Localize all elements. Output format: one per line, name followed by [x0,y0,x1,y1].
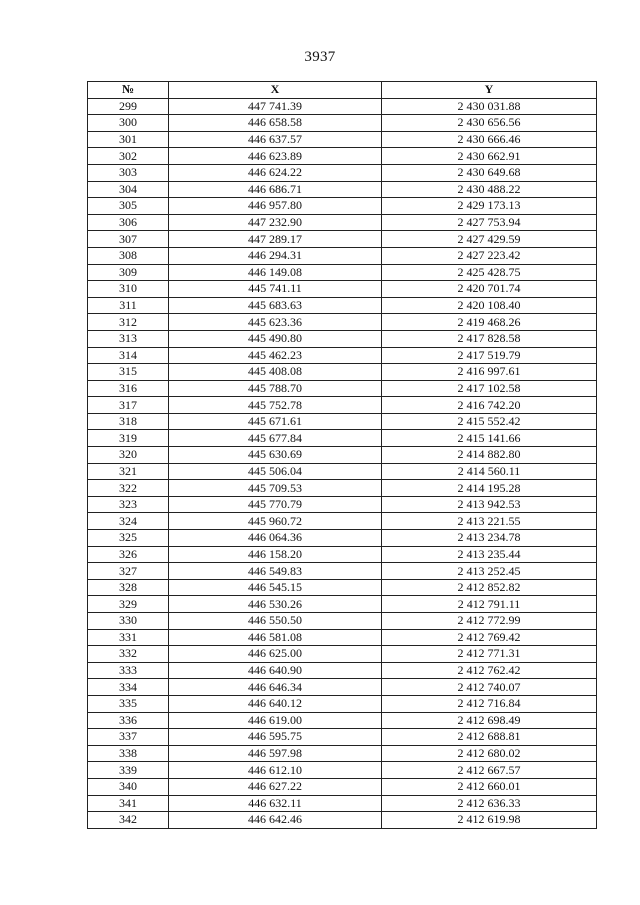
table-row [88,513,597,530]
cell-y: 2 412 740.07 [382,679,597,696]
cell-y: 2 414 560.11 [382,463,597,480]
cell-number: 324 [88,513,169,530]
table-row [88,613,597,630]
table-row [88,729,597,746]
table-row [88,364,597,381]
cell-x: 446 581.08 [169,629,382,646]
cell-y: 2 414 882.80 [382,447,597,464]
cell-number: 307 [88,231,169,248]
table-row [88,646,597,663]
table-row [88,281,597,298]
cell-y: 2 417 519.79 [382,347,597,364]
cell-number: 312 [88,314,169,331]
cell-y: 2 427 429.59 [382,231,597,248]
cell-x: 445 671.61 [169,413,382,430]
cell-x: 445 462.23 [169,347,382,364]
table-row [88,264,597,281]
cell-x: 446 637.57 [169,131,382,148]
cell-number: 333 [88,662,169,679]
table-row [88,579,597,596]
cell-x: 445 788.70 [169,380,382,397]
cell-x: 446 640.12 [169,695,382,712]
cell-x: 446 627.22 [169,778,382,795]
cell-y: 2 415 141.66 [382,430,597,447]
table-row [88,347,597,364]
cell-number: 337 [88,729,169,746]
cell-number: 305 [88,198,169,215]
table-row [88,629,597,646]
table-row [88,762,597,779]
table-row [88,214,597,231]
cell-x: 446 640.90 [169,662,382,679]
cell-x: 447 741.39 [169,98,382,115]
table-row [88,148,597,165]
table-row [88,330,597,347]
cell-x: 446 658.58 [169,115,382,132]
cell-number: 322 [88,480,169,497]
cell-x: 446 545.15 [169,579,382,596]
cell-number: 314 [88,347,169,364]
cell-x: 446 064.36 [169,530,382,547]
cell-number: 327 [88,563,169,580]
cell-y: 2 415 552.42 [382,413,597,430]
table-row [88,164,597,181]
cell-y: 2 427 753.94 [382,214,597,231]
cell-y: 2 420 108.40 [382,297,597,314]
cell-x: 447 289.17 [169,231,382,248]
cell-number: 332 [88,646,169,663]
table-row [88,297,597,314]
cell-x: 445 709.53 [169,480,382,497]
table-row [88,98,597,115]
cell-x: 445 741.11 [169,281,382,298]
table-row [88,530,597,547]
cell-x: 446 158.20 [169,546,382,563]
cell-x: 446 646.34 [169,679,382,696]
table-row [88,198,597,215]
cell-y: 2 416 997.61 [382,364,597,381]
cell-number: 329 [88,596,169,613]
cell-y: 2 412 680.02 [382,745,597,762]
cell-number: 335 [88,695,169,712]
cell-x: 446 595.75 [169,729,382,746]
table-row [88,496,597,513]
cell-x: 447 232.90 [169,214,382,231]
cell-y: 2 427 223.42 [382,247,597,264]
table-row [88,447,597,464]
cell-number: 341 [88,795,169,812]
cell-number: 301 [88,131,169,148]
cell-x: 446 549.83 [169,563,382,580]
cell-y: 2 429 173.13 [382,198,597,215]
cell-x: 446 623.89 [169,148,382,165]
cell-number: 317 [88,397,169,414]
cell-y: 2 413 252.45 [382,563,597,580]
table-row [88,812,597,829]
table-row [88,745,597,762]
cell-y: 2 430 649.68 [382,164,597,181]
table-row [88,397,597,414]
table-row [88,695,597,712]
table-row [88,247,597,264]
table-row [88,662,597,679]
cell-y: 2 412 667.57 [382,762,597,779]
cell-y: 2 412 636.33 [382,795,597,812]
table-row [88,430,597,447]
table-row [88,778,597,795]
cell-y: 2 413 235.44 [382,546,597,563]
cell-x: 446 530.26 [169,596,382,613]
table-body [88,98,597,828]
cell-y: 2 417 102.58 [382,380,597,397]
cell-x: 445 408.08 [169,364,382,381]
cell-number: 303 [88,164,169,181]
cell-y: 2 412 698.49 [382,712,597,729]
cell-y: 2 412 771.31 [382,646,597,663]
cell-number: 330 [88,613,169,630]
cell-x: 446 612.10 [169,762,382,779]
cell-y: 2 430 488.22 [382,181,597,198]
cell-x: 445 683.63 [169,297,382,314]
cell-number: 299 [88,98,169,115]
cell-number: 304 [88,181,169,198]
table-row [88,463,597,480]
cell-y: 2 430 031.88 [382,98,597,115]
cell-y: 2 430 666.46 [382,131,597,148]
cell-x: 446 632.11 [169,795,382,812]
table-row [88,546,597,563]
cell-number: 310 [88,281,169,298]
cell-number: 315 [88,364,169,381]
cell-x: 445 623.36 [169,314,382,331]
cell-x: 446 625.00 [169,646,382,663]
cell-x: 446 642.46 [169,812,382,829]
cell-y: 2 412 716.84 [382,695,597,712]
cell-y: 2 420 701.74 [382,281,597,298]
column-header-x: X [169,82,382,99]
cell-x: 446 550.50 [169,613,382,630]
cell-x: 446 686.71 [169,181,382,198]
table-row [88,795,597,812]
table-row [88,181,597,198]
cell-y: 2 430 656.56 [382,115,597,132]
cell-number: 311 [88,297,169,314]
cell-number: 306 [88,214,169,231]
cell-number: 338 [88,745,169,762]
cell-number: 313 [88,330,169,347]
cell-number: 300 [88,115,169,132]
cell-number: 309 [88,264,169,281]
cell-x: 445 752.78 [169,397,382,414]
cell-y: 2 417 828.58 [382,330,597,347]
cell-y: 2 412 772.99 [382,613,597,630]
table-row [88,712,597,729]
cell-number: 318 [88,413,169,430]
column-header-y: Y [382,82,597,99]
cell-x: 445 506.04 [169,463,382,480]
table-row [88,413,597,430]
cell-number: 316 [88,380,169,397]
table-row [88,380,597,397]
cell-x: 445 630.69 [169,447,382,464]
cell-number: 302 [88,148,169,165]
cell-x: 445 960.72 [169,513,382,530]
cell-y: 2 412 688.81 [382,729,597,746]
table-row [88,480,597,497]
table-header-row [88,82,597,99]
cell-x: 446 149.08 [169,264,382,281]
cell-number: 325 [88,530,169,547]
cell-y: 2 412 791.11 [382,596,597,613]
cell-number: 342 [88,812,169,829]
cell-y: 2 412 769.42 [382,629,597,646]
cell-y: 2 413 234.78 [382,530,597,547]
table-row [88,231,597,248]
cell-number: 319 [88,430,169,447]
cell-number: 326 [88,546,169,563]
cell-y: 2 412 852.82 [382,579,597,596]
cell-number: 334 [88,679,169,696]
cell-y: 2 430 662.91 [382,148,597,165]
cell-x: 445 677.84 [169,430,382,447]
cell-x: 446 957.80 [169,198,382,215]
cell-x: 446 294.31 [169,247,382,264]
cell-x: 446 619.00 [169,712,382,729]
page-number: 3937 [304,49,336,65]
table-row [88,131,597,148]
cell-number: 320 [88,447,169,464]
coordinates-table [87,81,597,829]
cell-number: 336 [88,712,169,729]
cell-number: 323 [88,496,169,513]
cell-number: 328 [88,579,169,596]
cell-y: 2 413 942.53 [382,496,597,513]
cell-y: 2 412 762.42 [382,662,597,679]
cell-y: 2 425 428.75 [382,264,597,281]
table-row [88,115,597,132]
table-row [88,563,597,580]
cell-number: 321 [88,463,169,480]
column-header-number: № [88,82,169,99]
cell-number: 308 [88,247,169,264]
cell-y: 2 419 468.26 [382,314,597,331]
cell-x: 446 624.22 [169,164,382,181]
cell-y: 2 413 221.55 [382,513,597,530]
cell-x: 446 597.98 [169,745,382,762]
cell-y: 2 414 195.28 [382,480,597,497]
cell-y: 2 416 742.20 [382,397,597,414]
cell-x: 445 770.79 [169,496,382,513]
table-row [88,314,597,331]
cell-number: 340 [88,778,169,795]
table-row [88,679,597,696]
table-row [88,596,597,613]
cell-y: 2 412 619.98 [382,812,597,829]
cell-number: 339 [88,762,169,779]
cell-y: 2 412 660.01 [382,778,597,795]
cell-number: 331 [88,629,169,646]
cell-x: 445 490.80 [169,330,382,347]
